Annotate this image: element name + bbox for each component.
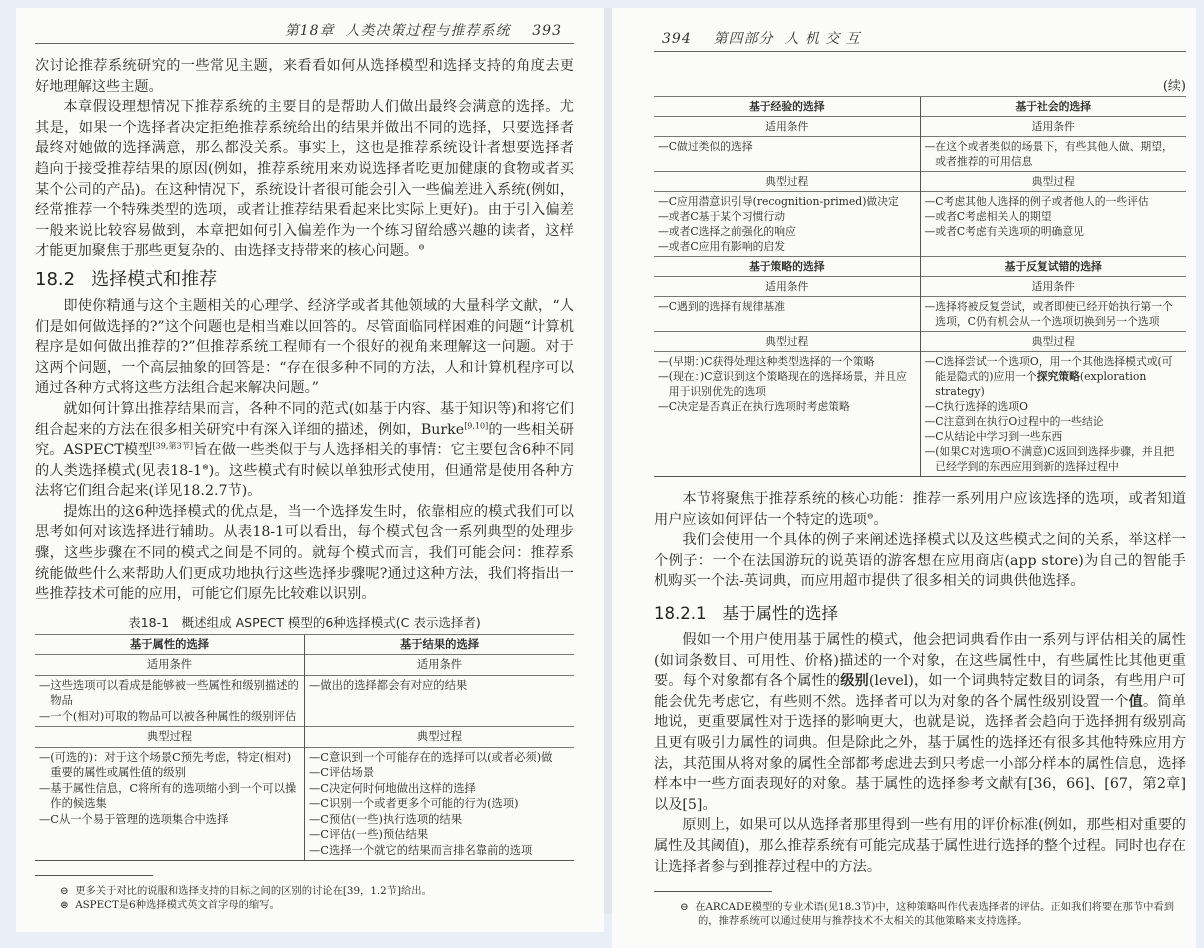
section-body [35,296,574,605]
footnote-area [654,877,1186,928]
list-item: —C考虑其他人选择的例子或者他人的一些评估 [924,195,1149,208]
paragraph: 提炼出的这6种选择模式的优点是，当一个选择发生时，依靠相应的模式我们可以思考如何对该选择进行辅助。从表18-1可以看出，每个模式包含一系列典型的处理步骤，这些步骤在不同的模式之间是不同的。就每个模式而言，我们可能会问：推荐系统能做些什么来帮助人们更成功地执行这些选择步骤呢?通过这种方法，我们将指出一些推荐技术可能的应用，可能它们原先比较难以识别。 [35,503,574,603]
choice-patterns-table-continued [654,96,1186,477]
list-item: —C决定是否真正在执行选项时考虑策略 [658,400,850,413]
table-caption: 表18-1 概述组成 ASPECT 模型的6种选择模式(C 表示选择者) [128,614,481,630]
paragraph-text: 旨在做一些类似于与人选择相关的事情：它主要包含6种不同的人类选择模式(见表18-1 [35,442,575,479]
paragraph: 次讨论推荐系统研究的一些常见主题，来看看如何从选择模型和选择支持的角度去更好地理解这些主题。 [35,58,574,95]
list-item: —C遇到的选择有规律基准 [658,300,786,313]
process-cell [654,192,920,257]
column-title: 基于经验的选择 [654,97,920,117]
list-item: —C意识到一个可能存在的选择可以(或者必须)做 [309,750,553,764]
choice-patterns-table [35,634,574,862]
process-cell [35,747,305,861]
footnote-text: ASPECT是6种选择模式英文首字母的缩写。 [75,899,280,912]
list-item: —C评估(一些)预估结果 [309,828,429,842]
paragraph-text: (level)，如一个词典特定数目的词条，有些用户可能会优先考虑它，有些则不然。选择者可以为对象的各个属性级别设置一个 [654,673,1186,710]
process-cell [305,747,575,861]
citation[interactable]: [9,10] [464,420,489,430]
subsection-number: 18.2.1 [654,603,707,623]
list-item: —或者C选择之前强化的响应 [658,225,796,238]
process-cell [654,352,920,477]
conditions-cell [654,297,920,332]
section-title: 选择模式和推荐 [91,268,218,290]
subsection-heading [654,602,1186,626]
list-item: —C预估(一些)执行选项的结果 [309,812,463,826]
paragraph-text: 就如何计算出推荐结果而言，各种不同的范式(如基于内容、基于知识等)和将它们组合起来的方法在很多相关研究中有深入详细的描述，例如，Burke [35,400,574,438]
row-label: 适用条件 [654,277,920,297]
paragraph: 即使你精通与这个主题相关的心理学、经济学或者其他领域的大量科学文献，“人们是如何做选择的?”这个问题也是相当难以回答的。尽管面临同样困难的问题“计算机程序是如何做出推荐的?”但推荐系统工程师有一个很好的视角来理解这一问题。对于这两个问题，一个高层抽象的回答是：“存在很多种不同的方法，人和计算机程序可以通过各种方式将这些方法组合起来解决问题。” [35,297,574,397]
footnote-marker: ⊖ [680,901,689,914]
row-label: 典型过程 [920,332,1186,352]
right-page [612,8,1196,948]
emphasized-term: 值 [1128,693,1144,710]
row-label: 适用条件 [35,655,305,676]
list-item: —C评估场景 [309,766,375,780]
list-item: —(现在：)C意识到这个策略现在的选择场景，并且应用于识别优先的选项 [658,370,907,398]
column-title: 基于属性的选择 [35,634,305,655]
list-item-text: —C选择尝试一个选项O，用一个其他选择模式或(可能是隐式的)应用一个 [924,355,1173,383]
row-label: 典型过程 [35,727,305,748]
row-label: 典型过程 [305,727,575,748]
column-title: 基于反复试错的选择 [920,257,1186,277]
list-item: —一个(相对)可取的物品可以被各种属性的级别评估 [39,709,297,723]
footnote-marker[interactable]: ⊖ [418,242,425,252]
list-item: —C决定何时何地做出这样的选择 [309,781,476,795]
row-label: 典型过程 [654,332,920,352]
row-label: 适用条件 [305,655,575,676]
list-item: —(如果C对选项O不满意)C返回到选择步骤，并且把已经学到的东西应用到新的选择过程中 [924,445,1175,473]
left-page [16,8,604,932]
running-header [35,22,574,40]
list-item: —C注意到在执行O过程中的一些结论 [924,415,1104,428]
footnote-marker: ⊜ [60,899,69,912]
subsection-body [654,630,1186,877]
list-item: —基于属性信息，C将所有的选项缩小到一个可以操作的候选集 [39,781,297,811]
paragraph-text: 假如一个用户使用基于属性的模式，他会把词典看作由一系列与评估相关的属性(如词条数目、可用性、价格)描述的一个对象，在这些属性中，有些属性比其他更重要。每个对象都有各个属性的 [654,631,1186,690]
chapter-title: 人类决策过程与推荐系统 [345,23,511,39]
footnote-marker[interactable]: ⊜ [202,461,209,471]
section-body [654,489,1186,592]
footnote-text: 更多关于对比的说服和选择支持的目标之间的区别的讨论在[39，1.2节]给出。 [75,885,432,898]
list-item: —C执行选择的选项O [924,400,1028,413]
citation[interactable]: [39,第3节] [152,441,194,451]
emphasized-term: 级别 [840,673,869,690]
paragraph [654,489,1186,530]
row-label: 典型过程 [920,172,1186,192]
paragraph [35,97,574,262]
header-rule [654,51,1186,52]
list-item: —C做过类似的选择 [658,140,753,153]
conditions-cell [305,675,575,727]
part-title: 人 机 交 互 [784,31,861,47]
emphasized-term: 探究策略 [1036,370,1080,383]
footnote [680,900,1186,928]
page-gutter [604,8,612,914]
list-item: —C识别一个或者更多个可能的行为(选项) [309,797,519,811]
part-label: 第四部分 [713,31,774,47]
paragraph-text: 。简单地说，更重要属性对于选择的影响更大，也就是说，选择者会趋向于选择拥有级别高且更有吸引力属性的词典。但是除此之外，基于属性的选择还有很多其他特殊应用方法，其范围从将对象的属性全部都考虑进去到只考虑一小部分样本的属性信息，选择样本中一些方面表现好的对象。基于属性的选择参考文献有[36，66]、[67，第2章]以及[5]。 [654,693,1186,813]
conditions-cell [920,297,1186,332]
row-label: 适用条件 [920,277,1186,297]
list-item: —做出的选择都会有对应的结果 [309,678,468,692]
paragraph-text: 本节将聚焦于推荐系统的核心功能：推荐一系列用户应该选择的选项，或者知道用户应该如何评估一个特定的选项 [654,491,1186,528]
row-label: 适用条件 [654,117,920,137]
list-item: —选择将被反复尝试，或者即使已经开始执行第一个选项，C仍有机会从一个选项切换到另一个选项 [924,300,1173,328]
paragraph [35,399,574,502]
process-cell [920,352,1186,477]
column-title: 基于社会的选择 [920,97,1186,117]
list-item: —或者C应用有影响的启发 [658,240,786,253]
paragraph [654,630,1186,815]
section-number: 18.2 [35,268,76,290]
paragraph-text: 。 [873,511,888,528]
list-item: —这些选项可以看成是能够被一些属性和级别描述的物品 [39,678,299,708]
list-item [925,354,1183,399]
paragraph-text: )。这些模式有时候以单独形式使用，但通常是使用各种方法将它们组合起来(详见18.2.7节)。 [35,462,574,500]
paragraph-text: 的一些相关研究。ASPECT模型 [35,421,574,459]
subsection-title: 基于属性的选择 [722,603,838,623]
footnote-marker: ⊖ [60,885,69,898]
footnote-text: 在ARCADE模型的专业术语(见18.3节)中，这种策略叫作代表选择者的评估。正如我们将要在那节中看到的，推荐系统可以通过使用与推荐技术不太相关的其他策略来支持选择。 [695,901,1175,928]
chapter-label: 第18章 [284,23,335,39]
list-item: —或者C考虑有关选项的明确意见 [924,225,1084,238]
conditions-cell [654,137,920,172]
list-item: —(可选的)：对于这个场景C预先考虑，特定(相对)重要的属性或属性值的级别 [39,750,292,780]
list-item: —C应用潜意识引导(recognition-primed)做决定 [658,195,899,208]
intro-text [35,56,574,262]
paragraph: 原则上，如果可以从选择者那里得到一些有用的评价标准(例如，那些相对重要的属性及其阈值)，那么推荐系统有可能完成基于属性进行选择的整个过程。同时也存在让选择者参与到推荐过程中的方法。 [654,817,1186,875]
paragraph-text: 本章假设理想情况下推荐系统的主要目的是帮助人们做出最终会满意的选择。尤其是，如果一个选择者决定拒绝推荐系统给出的结果并做出不同的选择，只要选择者最终对她做的选择满意，那么都没关系。事实上，这也是推荐系统设计者想要选择者趋向于接受推荐结果的原因(例如，推荐系统用来劝说选择者吃更加健康的食物或者买某个公司的产品)。在这种情况下，系统设计者很可能会引入一些偏差进入系统(例如，经常推荐一个特殊类型的选项，或者让推荐结果看起来比实际上更好)。由于引入偏差一般来说比较容易做到，本章把如何引入偏差作为一个练习留给感兴趣的读者，这样才能更加聚焦于那些更复杂的、由选择支持带来的核心问题。 [35,99,574,260]
conditions-cell [920,137,1186,172]
column-title: 基于结果的选择 [305,634,575,655]
footnote [60,884,574,898]
list-item: —C从一个易于管理的选项集合中选择 [39,812,229,826]
column-title: 基于策略的选择 [654,257,920,277]
list-item: —或者C基于某个习惯行动 [658,210,786,223]
footnotes [654,900,1186,928]
list-item: —(早期：)C获得处理这种类型选择的一个策略 [658,355,875,368]
footnote-marker[interactable]: ⊖ [866,510,874,520]
row-label: 典型过程 [654,172,920,192]
list-item: —或者C考虑相关人的期望 [924,210,1052,223]
list-item: —在这个或者类似的场景下，有些其他人做、期望，或者推荐的可用信息 [924,140,1173,168]
list-item-text: (exploration strategy) [935,370,1147,398]
page-number: 393 [532,23,562,39]
list-item: —C从结论中学习到一些东西 [924,430,1063,443]
header-rule [35,43,574,44]
footnote-area [35,861,574,912]
footnote-rule [654,891,772,892]
section-heading [35,268,574,292]
paragraph: 我们会使用一个具体的例子来阐述选择模式以及这些模式之间的关系，举这样一个例子：一个在法国游玩的说英语的游客想在应用商店(app store)为自己的智能手机购买一个法-英词典，而应用超市提供了很多相关的词典供他选择。 [654,532,1186,590]
conditions-cell [35,675,305,727]
footnote-rule [35,875,153,876]
continued-label: (续) [1162,79,1186,94]
row-label: 适用条件 [920,117,1186,137]
page-number: 394 [662,31,692,47]
running-header [654,30,1186,48]
process-cell [920,192,1186,257]
footnotes [35,884,574,912]
list-item: —C选择一个就它的结果而言排名靠前的选项 [309,843,533,857]
footnote [60,898,574,912]
